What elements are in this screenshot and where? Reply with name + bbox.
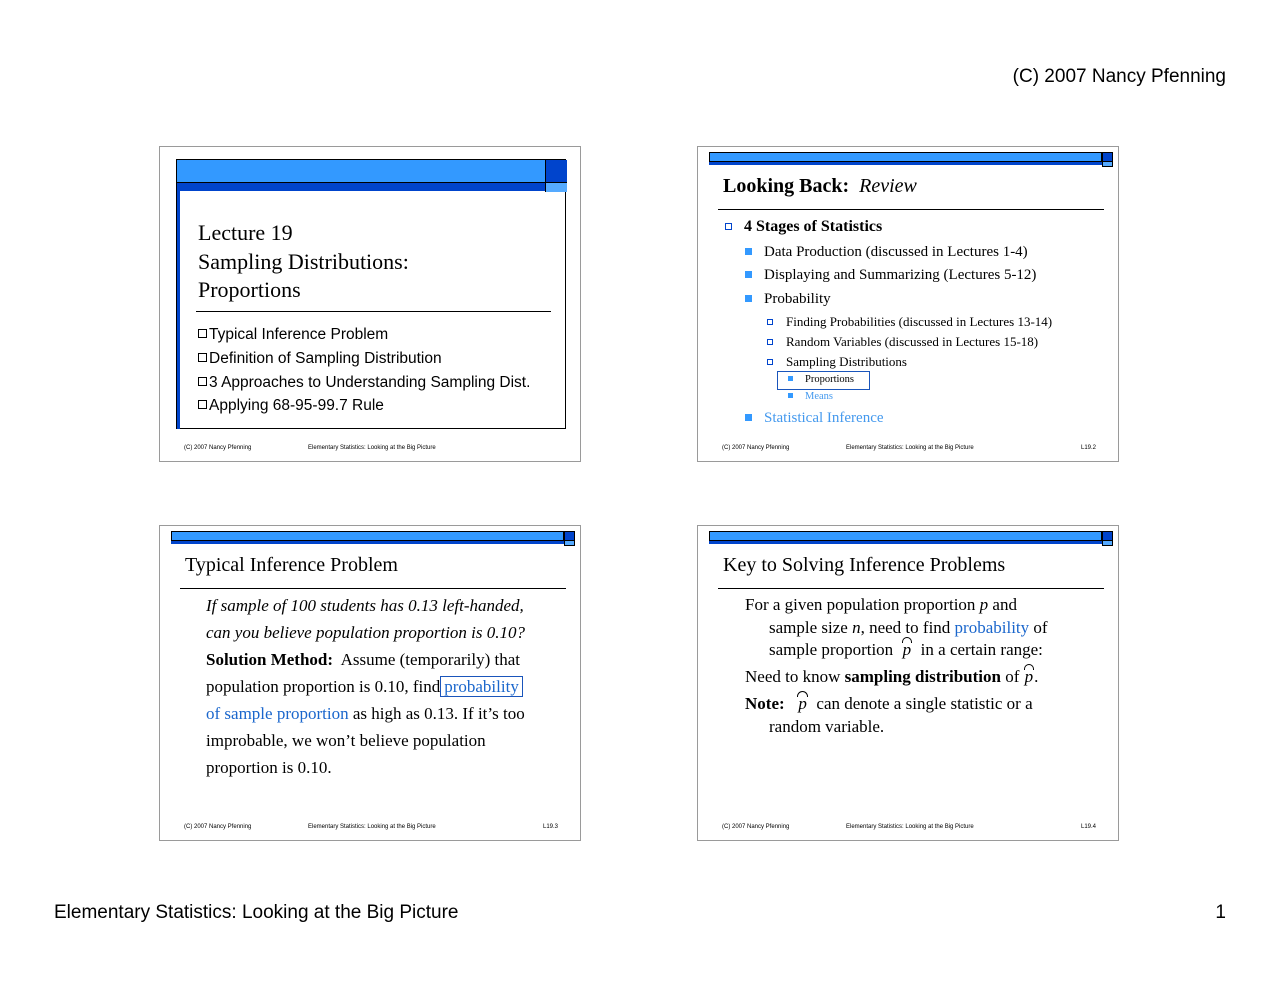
decor-square-light xyxy=(564,541,575,546)
checkbox-icon xyxy=(198,353,207,362)
checkbox-icon xyxy=(198,329,207,338)
p-hat-symbol: p xyxy=(1024,666,1035,689)
slide-footer-book: Elementary Statistics: Looking at the Big Picture xyxy=(308,824,436,830)
slide-footer-book: Elementary Statistics: Looking at the Big Picture xyxy=(846,824,974,830)
title-line: Sampling Distributions: xyxy=(198,248,409,274)
list-item: Applying 68-95-99.7 Rule xyxy=(198,394,530,418)
filled-square-icon xyxy=(745,414,752,421)
p-hat-symbol: p xyxy=(902,639,913,662)
decor-square-light xyxy=(545,182,567,192)
hollow-square-icon xyxy=(767,359,773,365)
filled-square-icon xyxy=(788,393,793,398)
divider xyxy=(180,588,566,589)
slide-number: L19.2 xyxy=(1081,445,1097,451)
highlight-box: probability xyxy=(440,676,523,697)
hollow-square-icon xyxy=(767,319,773,325)
decor-square xyxy=(1102,531,1113,541)
p-hat-symbol: p xyxy=(797,693,808,716)
page-footer-title: Elementary Statistics: Looking at the Big Picture xyxy=(54,902,459,923)
list-item: Displaying and Summarizing (Lectures 5-12) xyxy=(745,267,1036,284)
list-item: Proportions xyxy=(788,374,854,385)
slide-body: If sample of 100 students has 0.13 left-handed, can you believe population proportion is 0.10? Solution Method: Assume (temporarily) that population proportion is 0.10, find probability of sample proportion as high as 0.13. If it’s too improbable, we won’t believe population proportion is 0.10. xyxy=(206,596,526,777)
decor-square-light xyxy=(1102,541,1113,546)
filled-square-icon xyxy=(745,271,752,278)
decor-bar-dark xyxy=(171,541,564,544)
list-item: Definition of Sampling Distribution xyxy=(198,347,530,371)
decor-square xyxy=(1102,152,1113,162)
slide-title: Looking Back: Review xyxy=(723,175,917,197)
slide-footer-book: Elementary Statistics: Looking at the Big Picture xyxy=(846,445,974,451)
slide-title: Typical Inference Problem xyxy=(185,554,398,576)
page-header: (C) 2007 Nancy Pfenning xyxy=(1012,66,1226,87)
slide-footer-copyright: (C) 2007 Nancy Pfenning xyxy=(722,445,790,451)
list-item: 4 Stages of Statistics xyxy=(725,218,882,236)
decor-bar-dark xyxy=(709,162,1102,165)
filled-square-icon xyxy=(745,248,752,255)
decor-square-light xyxy=(1102,162,1113,167)
decor-bar-dark xyxy=(709,541,1102,544)
list-item: 3 Approaches to Understanding Sampling Dist. xyxy=(198,371,530,395)
slide-4 xyxy=(697,525,1119,841)
list-item: Means xyxy=(788,391,833,402)
title-line: Proportions xyxy=(198,277,301,302)
list-item: Typical Inference Problem xyxy=(198,323,530,347)
list-item: Random Variables (discussed in Lectures 15-18) xyxy=(767,334,1038,350)
decor-square xyxy=(545,160,567,182)
list-item: Data Production (discussed in Lectures 1-4) xyxy=(745,244,1028,261)
slide-number: L19.4 xyxy=(1081,824,1097,830)
decor-bar-dark xyxy=(177,183,545,191)
filled-square-icon xyxy=(788,376,793,381)
slide-title: Key to Solving Inference Problems xyxy=(723,554,1006,576)
page-number: 1 xyxy=(1215,902,1226,923)
slide-number: L19.3 xyxy=(543,824,559,830)
slide-3 xyxy=(159,525,581,841)
slide-footer-copyright: (C) 2007 Nancy Pfenning xyxy=(722,824,790,830)
lecture-title xyxy=(198,219,409,305)
list-item: Finding Probabilities (discussed in Lectures 13-14) xyxy=(767,314,1052,330)
checkbox-icon xyxy=(198,400,207,409)
filled-square-icon xyxy=(745,295,752,302)
slide-1 xyxy=(159,146,581,462)
title-line: Lecture 19 xyxy=(198,220,293,245)
slide-body: For a given population proportion p and sample size n, need to find probability of sample proportion p in a certain range: Need to know sampling distribution of p. Note: p can denote a single statistic or a random variable. xyxy=(745,595,1048,736)
topic-list xyxy=(198,323,530,418)
hollow-square-icon xyxy=(767,339,773,345)
slide-footer-book: Elementary Statistics: Looking at the Big Picture xyxy=(308,445,436,451)
hollow-square-icon xyxy=(725,223,732,230)
decor-bar xyxy=(177,160,545,183)
decor-vertical-bar xyxy=(177,191,180,429)
slide-footer-copyright: (C) 2007 Nancy Pfenning xyxy=(184,445,252,451)
divider xyxy=(196,311,551,312)
decor-bar xyxy=(171,531,564,541)
decor-bar xyxy=(709,531,1102,541)
decor-square xyxy=(564,531,575,541)
list-item: Sampling Distributions xyxy=(767,354,907,370)
divider xyxy=(718,588,1104,589)
checkbox-icon xyxy=(198,377,207,386)
list-item: Statistical Inference xyxy=(745,410,884,427)
slide-2 xyxy=(697,146,1119,462)
decor-bar xyxy=(709,152,1102,162)
divider xyxy=(718,209,1104,210)
list-item: Probability xyxy=(745,291,831,308)
slide-footer-copyright: (C) 2007 Nancy Pfenning xyxy=(184,824,252,830)
